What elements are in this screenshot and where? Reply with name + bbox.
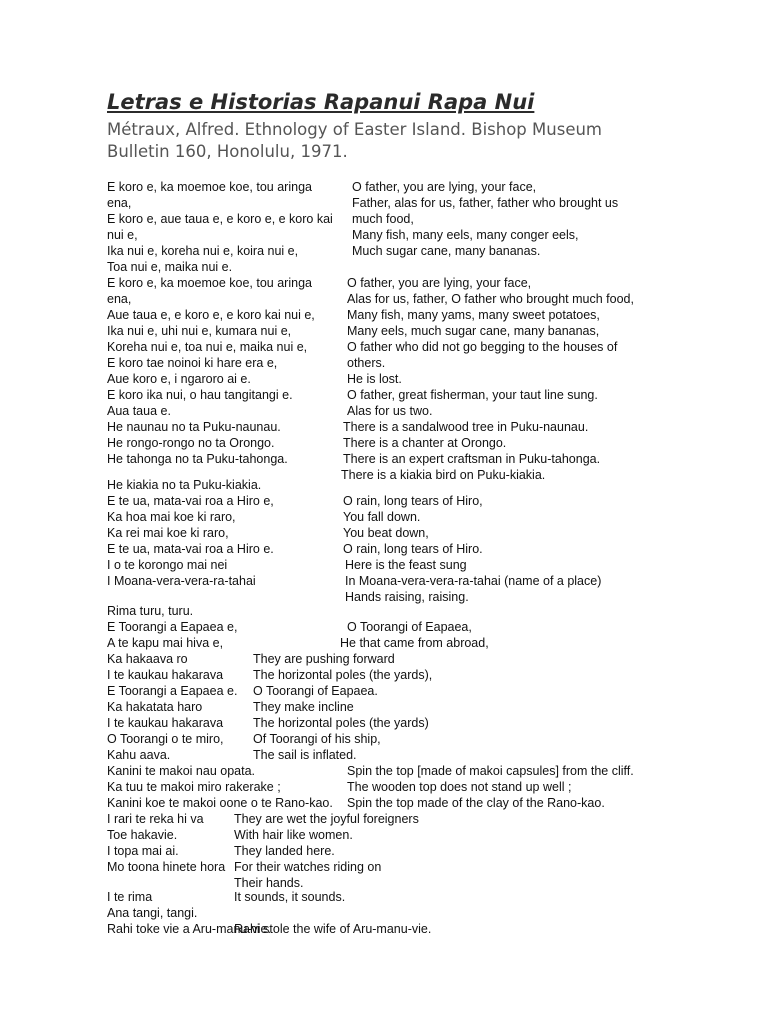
rapanui-line: ena, bbox=[107, 292, 132, 306]
rapanui-line: I Moana-vera-vera-ra-tahai bbox=[107, 574, 256, 588]
rapanui-line: Ka hakatata haro bbox=[107, 700, 203, 714]
english-translation-line: O Toorangi of Eapaea. bbox=[253, 684, 378, 698]
english-translation-line: Many fish, many yams, many sweet potatoes, bbox=[347, 308, 600, 322]
english-translation-line: The horizontal poles (the yards), bbox=[253, 668, 433, 682]
citation bbox=[107, 119, 602, 163]
english-translation-line: O father, great fisherman, your taut line sung. bbox=[347, 388, 598, 402]
english-translation-line: There is a kiakia bird on Puku-kiakia. bbox=[341, 468, 546, 482]
english-translation-line: Father, alas for us, father, father who brought us bbox=[352, 196, 619, 210]
english-translation-line: Many fish, many eels, many conger eels, bbox=[352, 228, 579, 242]
rapanui-line: Aua taua e. bbox=[107, 404, 171, 418]
english-translation-line: Rahi stole the wife of Aru-manu-vie. bbox=[234, 922, 432, 936]
english-translation-line: Alas for us two. bbox=[347, 404, 433, 418]
english-translation-line: There is a sandalwood tree in Puku-naunau. bbox=[343, 420, 589, 434]
english-translation-line: much food, bbox=[352, 212, 414, 226]
english-translation-line: Their hands. bbox=[234, 876, 304, 890]
english-translation-line: Much sugar cane, many bananas. bbox=[352, 244, 541, 258]
rapanui-line: E Toorangi a Eapaea e. bbox=[107, 684, 238, 698]
rapanui-line: nui e, bbox=[107, 228, 138, 242]
rapanui-line: Aue koro e, i ngaroro ai e. bbox=[107, 372, 251, 386]
rapanui-line: I te kaukau hakarava bbox=[107, 716, 224, 730]
english-translation-line: O father, you are lying, your face, bbox=[347, 276, 532, 290]
rapanui-line: He naunau no ta Puku-naunau. bbox=[107, 420, 281, 434]
english-translation-line: It sounds, it sounds. bbox=[234, 890, 346, 904]
rapanui-line: I te rima bbox=[107, 890, 153, 904]
english-translation-line: O rain, long tears of Hiro, bbox=[343, 494, 483, 508]
rapanui-line: ena, bbox=[107, 196, 132, 210]
english-translation-line: They landed here. bbox=[234, 844, 335, 858]
rapanui-line: Mo toona hinete hora bbox=[107, 860, 226, 874]
rapanui-line: Rahi toke vie a Aru-manu-vie. bbox=[107, 922, 271, 936]
english-translation-line: You beat down, bbox=[343, 526, 429, 540]
rapanui-line: He kiakia no ta Puku-kiakia. bbox=[107, 478, 262, 492]
rapanui-line: Ka rei mai koe ki raro, bbox=[107, 526, 229, 540]
english-translation-line: They are wet the joyful foreigners bbox=[234, 812, 419, 826]
rapanui-line: Ka tuu te makoi miro rakerake ; bbox=[107, 780, 281, 794]
citation-line-2: Bulletin 160, Honolulu, 1971. bbox=[107, 142, 348, 161]
rapanui-line: He tahonga no ta Puku-tahonga. bbox=[107, 452, 288, 466]
english-translation-line: The horizontal poles (the yards) bbox=[253, 716, 429, 730]
rapanui-line: Ika nui e, koreha nui e, koira nui e, bbox=[107, 244, 299, 258]
english-translation-line: Hands raising, raising. bbox=[345, 590, 469, 604]
rapanui-line: Ana tangi, tangi. bbox=[107, 906, 198, 920]
english-translation-line: He is lost. bbox=[347, 372, 402, 386]
english-translation-line: The wooden top does not stand up well ; bbox=[347, 780, 572, 794]
rapanui-line: E koro e, aue taua e, e koro e, e koro kai bbox=[107, 212, 333, 226]
rapanui-line: E te ua, mata-vai roa a Hiro e. bbox=[107, 542, 274, 556]
english-translation-line: He that came from abroad, bbox=[340, 636, 489, 650]
english-translation-line: They make incline bbox=[253, 700, 354, 714]
english-translation-line: There is an expert craftsman in Puku-tahonga. bbox=[343, 452, 601, 466]
rapanui-line: I rari te reka hi va bbox=[107, 812, 204, 826]
rapanui-line: Ka hoa mai koe ki raro, bbox=[107, 510, 236, 524]
rapanui-line: Kanini koe te makoi oone o te Rano-kao. bbox=[107, 796, 333, 810]
citation-line-1: Métraux, Alfred. Ethnology of Easter Island. Bishop Museum bbox=[107, 120, 602, 139]
rapanui-line: I o te korongo mai nei bbox=[107, 558, 228, 572]
rapanui-line: Koreha nui e, toa nui e, maika nui e, bbox=[107, 340, 308, 354]
english-translation-line: Spin the top made of the clay of the Rano-kao. bbox=[347, 796, 605, 810]
rapanui-line: E te ua, mata-vai roa a Hiro e, bbox=[107, 494, 274, 508]
rapanui-line: A te kapu mai hiva e, bbox=[107, 636, 224, 650]
english-translation-line: others. bbox=[347, 356, 386, 370]
rapanui-line: He rongo-rongo no ta Orongo. bbox=[107, 436, 275, 450]
english-translation-line: There is a chanter at Orongo. bbox=[343, 436, 507, 450]
rapanui-line: I te kaukau hakarava bbox=[107, 668, 224, 682]
rapanui-line: E koro ika nui, o hau tangitangi e. bbox=[107, 388, 293, 402]
rapanui-line: Aue taua e, e koro e, e koro kai nui e, bbox=[107, 308, 315, 322]
rapanui-line: E Toorangi a Eapaea e, bbox=[107, 620, 238, 634]
english-translation-line: Spin the top [made of makoi capsules] from the cliff. bbox=[347, 764, 634, 778]
rapanui-line: I topa mai ai. bbox=[107, 844, 179, 858]
rapanui-line: E koro tae noinoi ki hare era e, bbox=[107, 356, 278, 370]
rapanui-line: Toe hakavie. bbox=[107, 828, 178, 842]
rapanui-line: Rima turu, turu. bbox=[107, 604, 194, 618]
rapanui-line: Kanini te makoi nau opata. bbox=[107, 764, 256, 778]
english-translation-line: O Toorangi of Eapaea, bbox=[347, 620, 472, 634]
english-translation-line: The sail is inflated. bbox=[253, 748, 357, 762]
english-translation-line: You fall down. bbox=[343, 510, 421, 524]
english-translation-line: O father, you are lying, your face, bbox=[352, 180, 537, 194]
rapanui-line: Ika nui e, uhi nui e, kumara nui e, bbox=[107, 324, 292, 338]
page-title: Letras e Historias Rapanui Rapa Nui bbox=[107, 90, 535, 114]
english-translation-line: With hair like women. bbox=[234, 828, 353, 842]
rapanui-line: Kahu aava. bbox=[107, 748, 171, 762]
rapanui-line: E koro e, ka moemoe koe, tou aringa bbox=[107, 276, 312, 290]
english-translation-line: Here is the feast sung bbox=[345, 558, 467, 572]
english-translation-line: Of Toorangi of his ship, bbox=[253, 732, 381, 746]
rapanui-line: Toa nui e, maika nui e. bbox=[107, 260, 233, 274]
english-translation-line: O father who did not go begging to the houses of bbox=[347, 340, 618, 354]
english-translation-line: Many eels, much sugar cane, many bananas, bbox=[347, 324, 600, 338]
english-translation-line: O rain, long tears of Hiro. bbox=[343, 542, 483, 556]
english-translation-line: They are pushing forward bbox=[253, 652, 395, 666]
rapanui-line: O Toorangi o te miro, bbox=[107, 732, 224, 746]
english-translation-line: Alas for us, father, O father who brought much food, bbox=[347, 292, 634, 306]
rapanui-line: E koro e, ka moemoe koe, tou aringa bbox=[107, 180, 312, 194]
english-translation-line: For their watches riding on bbox=[234, 860, 382, 874]
english-translation-line: In Moana-vera-vera-ra-tahai (name of a place) bbox=[345, 574, 602, 588]
rapanui-line: Ka hakaava ro bbox=[107, 652, 188, 666]
